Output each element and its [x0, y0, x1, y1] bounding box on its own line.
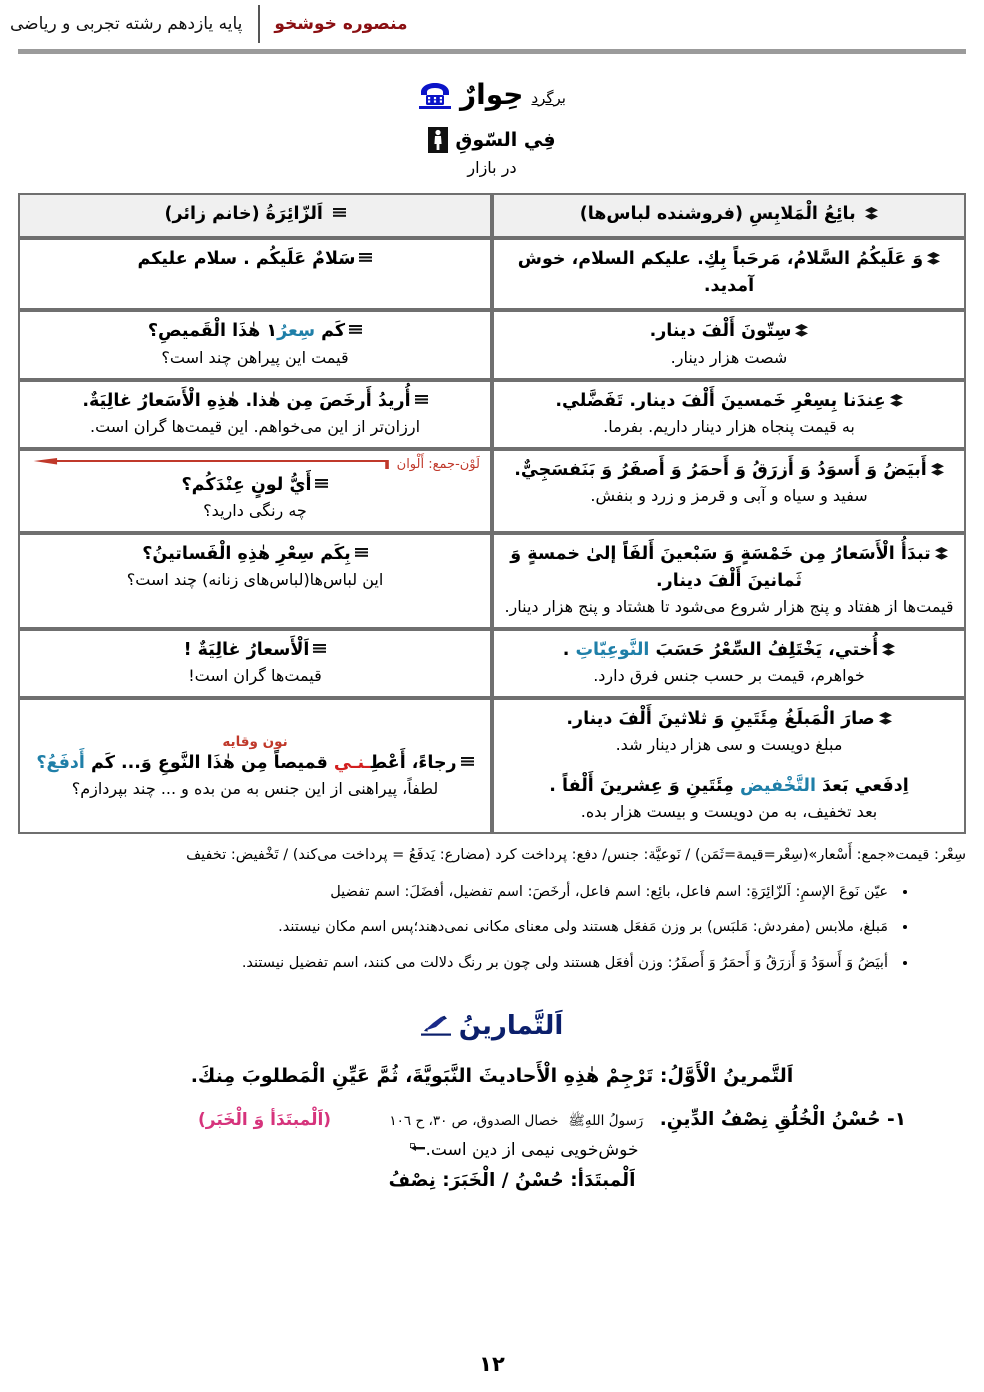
seller-line-arabic-2	[504, 773, 954, 800]
page-number: ١٢	[479, 1352, 505, 1376]
diamond-bullet-icon	[313, 638, 326, 651]
telephone-icon	[418, 80, 452, 110]
visitor-line-arabic	[30, 318, 480, 345]
seller-line-arabic	[504, 541, 954, 595]
visitor-line-arabic	[30, 472, 480, 499]
diamond-bullet-icon	[359, 247, 372, 260]
cell-visitor-4	[18, 449, 492, 533]
grammar-notes-list	[30, 882, 914, 975]
visitor-text: بِكَم سِعْرِ هٰذِهِ الْفَساتینُ؟	[142, 543, 351, 564]
diamond-bullet-icon	[931, 458, 944, 471]
visitor-line-persian: لطفاً، پیراهنی از این جنس به من بده و ... چند بپردازم؟	[71, 779, 439, 799]
table-row	[18, 310, 966, 379]
visitor-text: أَيُّ لونٍ عِنْدَكُم؟	[181, 474, 312, 495]
dialogue-table-wrap	[18, 193, 966, 834]
noon-weqayeh-note: نون وقایه	[222, 734, 288, 751]
seller-line-persian-2: بعد تخفیف، به من دویست و بیست هزار بده.	[580, 802, 878, 822]
seller-line-persian: سفید و سیاه و آبی و قرمز و زرد و بنفش.	[590, 485, 868, 505]
table-row	[18, 698, 966, 834]
diamond-bullet-icon	[333, 205, 346, 218]
visitor-line-persian: قیمت‌ها گران است!	[188, 666, 322, 686]
pen-icon	[421, 1015, 451, 1037]
page-header	[0, 0, 984, 48]
exercises-title: اَلتَّمارینُ	[458, 1010, 564, 1041]
seller-text: سِتّونَ أَلْفَ دینار.	[649, 321, 792, 342]
visitor-text: اَلْأَسعارُ غالِیَةٌ !	[183, 640, 310, 660]
cell-seller-1	[492, 238, 966, 310]
column-header-visitor-label: اَلزّائِرَةُ (خانم زائر)	[164, 204, 323, 224]
seller-text: عِندَنا بِسِعْرِ خَمسینَ أَلْفَ دینار. تَفَضَّلي.	[555, 390, 886, 411]
dialogue-table	[18, 193, 966, 834]
table-row	[18, 380, 966, 449]
cell-visitor-7	[18, 698, 492, 834]
diamond-bullet-icon	[461, 751, 474, 764]
visitor-line-persian: قیمت این پیراهن چند است؟	[161, 347, 349, 367]
seller-line-arabic	[504, 457, 954, 484]
hand-pointer-icon	[410, 1141, 426, 1154]
cell-visitor-1	[18, 238, 492, 310]
visitor-text-noon: ـنـي	[333, 753, 371, 774]
seller-line-persian: خواهرم، قیمت بر حسب جنس فرق دارد.	[593, 666, 865, 686]
list-item: • مَبلغ، ملابس (مفردش: مَلبَس) بر وزن مَفعَل هستند ولی معنای مکانی نمی‌دهند؛پس اسم مکان نیستند.	[30, 917, 892, 939]
diamond-bullet-icon	[890, 389, 903, 402]
cell-visitor-3	[18, 380, 492, 449]
seller-line-persian: شصت هزار دینار.	[670, 347, 788, 367]
cell-visitor-2	[18, 310, 492, 379]
table-row	[18, 533, 966, 629]
person-icon	[428, 127, 448, 153]
diamond-bullet-icon	[355, 542, 368, 555]
section-subtitle-persian: در بازار	[467, 158, 517, 177]
list-item: • أبیَضُ وَ أَسوَدُ وَ أَزرَقُ وَ أَحمَرُ وَ أَصفَرُ: وزن أفعَل هستند ولی چون بر رنگ دلالت می کنند، اسم تفضیل نیستند.	[30, 953, 892, 975]
list-item: • عیّن نَوعَ الإسمِ: اَلزّائِرَةِ: اسم فاعل، بائِع: اسم فاعل، أرخَصَ: اسم تفضیل، أفضَلَ: اسم تفضیل	[30, 882, 892, 904]
seller-text2-pre: اِدفَعي بَعدَ	[815, 776, 909, 797]
vocabulary-footnote: سِعْر: قیمت«جمع: أَسْعار»(سِعْر=قیمة=ثَمَن) / نَوعیَّة: جنس/ دفع: پرداخت کرد (مضارع: یَدفَعُ = پرداخت می‌کند) / تَخْفیض: تخفیف	[186, 847, 966, 864]
seller-line-arabic	[504, 637, 954, 664]
seller-text: صارَ الْمَبلَغُ مِئَتَینِ وَ ثلاثینَ أَلْفَ دینار.	[566, 709, 875, 730]
visitor-text-highlight: أَدفَعُ؟	[36, 753, 85, 774]
column-header-seller-label: بائِعُ الْمَلابِسِ (فروشنده لباس‌ها)	[579, 204, 856, 224]
column-header-visitor	[18, 193, 492, 238]
cell-visitor-6	[18, 629, 492, 698]
cell-seller-3	[492, 380, 966, 449]
title-subnote: برگرد	[531, 89, 566, 107]
seller-text2-post: مِئَتَینِ وَ عِشرینَ أَلْفاً .	[549, 776, 740, 797]
visitor-line-persian: چه رنگی دارید؟	[203, 500, 307, 520]
seller-line-arabic	[504, 388, 954, 415]
visitor-line-arabic	[30, 750, 480, 777]
cell-visitor-5	[18, 533, 492, 629]
visitor-line-arabic	[30, 637, 480, 664]
table-row	[18, 629, 966, 698]
hadith-translation: خوش‌خویی نیمی از دین است.	[425, 1139, 639, 1160]
cell-seller-4	[492, 449, 966, 533]
section-subtitle-arabic: فِي السّوقِ	[455, 129, 556, 151]
visitor-text-highlight: سِعرُ	[277, 321, 316, 342]
visitor-line-arabic	[30, 246, 480, 273]
hadith-source: خصال الصدوق، ص ٣٠، ح ١٠٦	[389, 1112, 559, 1129]
seller-line-arabic	[504, 706, 954, 733]
seller-text2-highlight: التَّخْفیض	[740, 776, 816, 797]
visitor-line-persian: ارزان‌تر از این می‌خواهم. این قیمت‌ها گران است.	[89, 416, 421, 436]
diamond-bullet-icon	[315, 473, 328, 486]
header-rule	[18, 49, 966, 54]
header-author-name: منصوره خوشخو	[274, 14, 408, 34]
title-block	[0, 78, 984, 177]
visitor-line-arabic	[30, 388, 480, 415]
exercises-section	[18, 1011, 966, 1191]
diamond-bullet-icon	[795, 319, 808, 332]
table-header-row	[18, 193, 966, 238]
hadith-answer-line: اَلْمبتَدَأ: حُسْنُ / الْخَبَرَ: نِصْفُ	[388, 1169, 636, 1191]
exercises-title-row	[18, 1011, 966, 1041]
hadith-grammar-tag: (اَلْمبتَدَأ وَ الْخَبَر)	[198, 1109, 332, 1130]
table-row	[18, 449, 966, 533]
seller-text-highlight: النَّوعِیّاتِ	[575, 640, 650, 660]
exercise-1-prompt: اَلتَّمرینُ الْأَوَّلُ: تَرْجِمْ هٰذِهِ الْأَحادیثَ النَّبَویَّةَ، ثُمَّ عَیِّنِ الْمَطلوبَ مِنكَ.	[190, 1064, 794, 1087]
seller-text: أَبیَضُ وَ أَسوَدُ وَ أَزرَقُ وَ أَحمَرُ وَ أَصفَرُ وَ بَنَفسَجِيٌّ.	[514, 459, 927, 480]
page-title: حِوارٌ	[459, 78, 524, 111]
diamond-bullet-icon	[879, 707, 892, 720]
seller-text: تبدَأُ الْأَسَعارُ مِن خَمْسَةٍ وَ سَبْعینَ أَلفَاً إلىٰ خمسةٍ وَ ثَمانینَ أَلْفَ دینار.	[510, 543, 931, 591]
visitor-line-arabic	[30, 541, 480, 568]
header-subject-label: پایه یازدهم رشته تجربی و ریاضی	[10, 14, 243, 34]
diamond-bullet-icon	[349, 319, 362, 332]
column-header-seller	[492, 193, 966, 238]
hadith-arabic-line	[389, 1109, 906, 1132]
visitor-text-pre: رجاءً، أَعْطِ	[370, 753, 457, 774]
hadith-number: ١-	[887, 1108, 906, 1130]
annotation-row	[30, 457, 480, 472]
seller-text-post: .	[562, 640, 576, 660]
header-divider	[258, 5, 260, 43]
diamond-bullet-icon	[415, 389, 428, 402]
seller-text: وَ عَلَیكُمُ السَّلامُ، مَرحَباً بِكِ. علیکم السلام، خوش آمدید.	[517, 249, 924, 297]
hadith-translation-line	[18, 1140, 966, 1160]
hadith-row	[18, 1109, 966, 1132]
title-line	[418, 78, 566, 111]
red-arrow-icon	[30, 457, 391, 471]
visitor-line-persian: این لباس‌ها(لباس‌های زنانه) چند است؟	[126, 569, 384, 589]
diamond-bullet-icon	[927, 247, 940, 260]
cell-seller-5	[492, 533, 966, 629]
seller-line-persian: مبلغ دویست و سی هزار دینار شد.	[615, 735, 843, 755]
seller-line-arabic	[504, 246, 954, 300]
seller-line-arabic	[504, 318, 954, 345]
visitor-text-mid: قمیصاً مِن هٰذَا النَّوعِ وَ... کَم	[84, 753, 334, 774]
visitor-text: أُریدُ أَرخَصَ مِن هٰذا. هٰذِهِ الْأَسَعارُ غالِیَةٌ.	[82, 390, 411, 411]
subtitle-line	[0, 127, 984, 153]
table-row	[18, 238, 966, 310]
visitor-text-pre: کَم	[315, 321, 346, 342]
hadith-text: حُسْنُ الْخُلُقِ نِصْفُ الدِّینِ.	[659, 1108, 881, 1130]
seller-line-persian: قیمت‌ها از هفتاد و پنج هزار شروع می‌شود تا هشتاد و پنج هزار دینار.	[504, 597, 954, 616]
diamond-bullet-icon	[882, 638, 895, 651]
visitor-text: سَلامٌ عَلَیکُم . سلام علیکم	[137, 249, 356, 270]
diamond-bullet-icon	[865, 205, 878, 218]
cell-seller-2	[492, 310, 966, 379]
visitor-text-post: ١ هٰذَا الْقَمیصِ؟	[147, 321, 278, 342]
hadith-narrator: رَسولُ اللهِﷺ	[568, 1112, 644, 1129]
seller-text-pre: أُختي، یَخْتَلِفُ السِّعْرُ حَسَبَ	[649, 640, 879, 660]
color-plural-note: لَوْن-جمع: أَلْوان	[396, 456, 480, 472]
diamond-bullet-icon	[935, 542, 948, 555]
seller-line-persian: به قیمت پنجاه هزار دینار داریم. بفرما.	[603, 416, 855, 436]
cell-seller-7	[492, 698, 966, 834]
cell-seller-6	[492, 629, 966, 698]
